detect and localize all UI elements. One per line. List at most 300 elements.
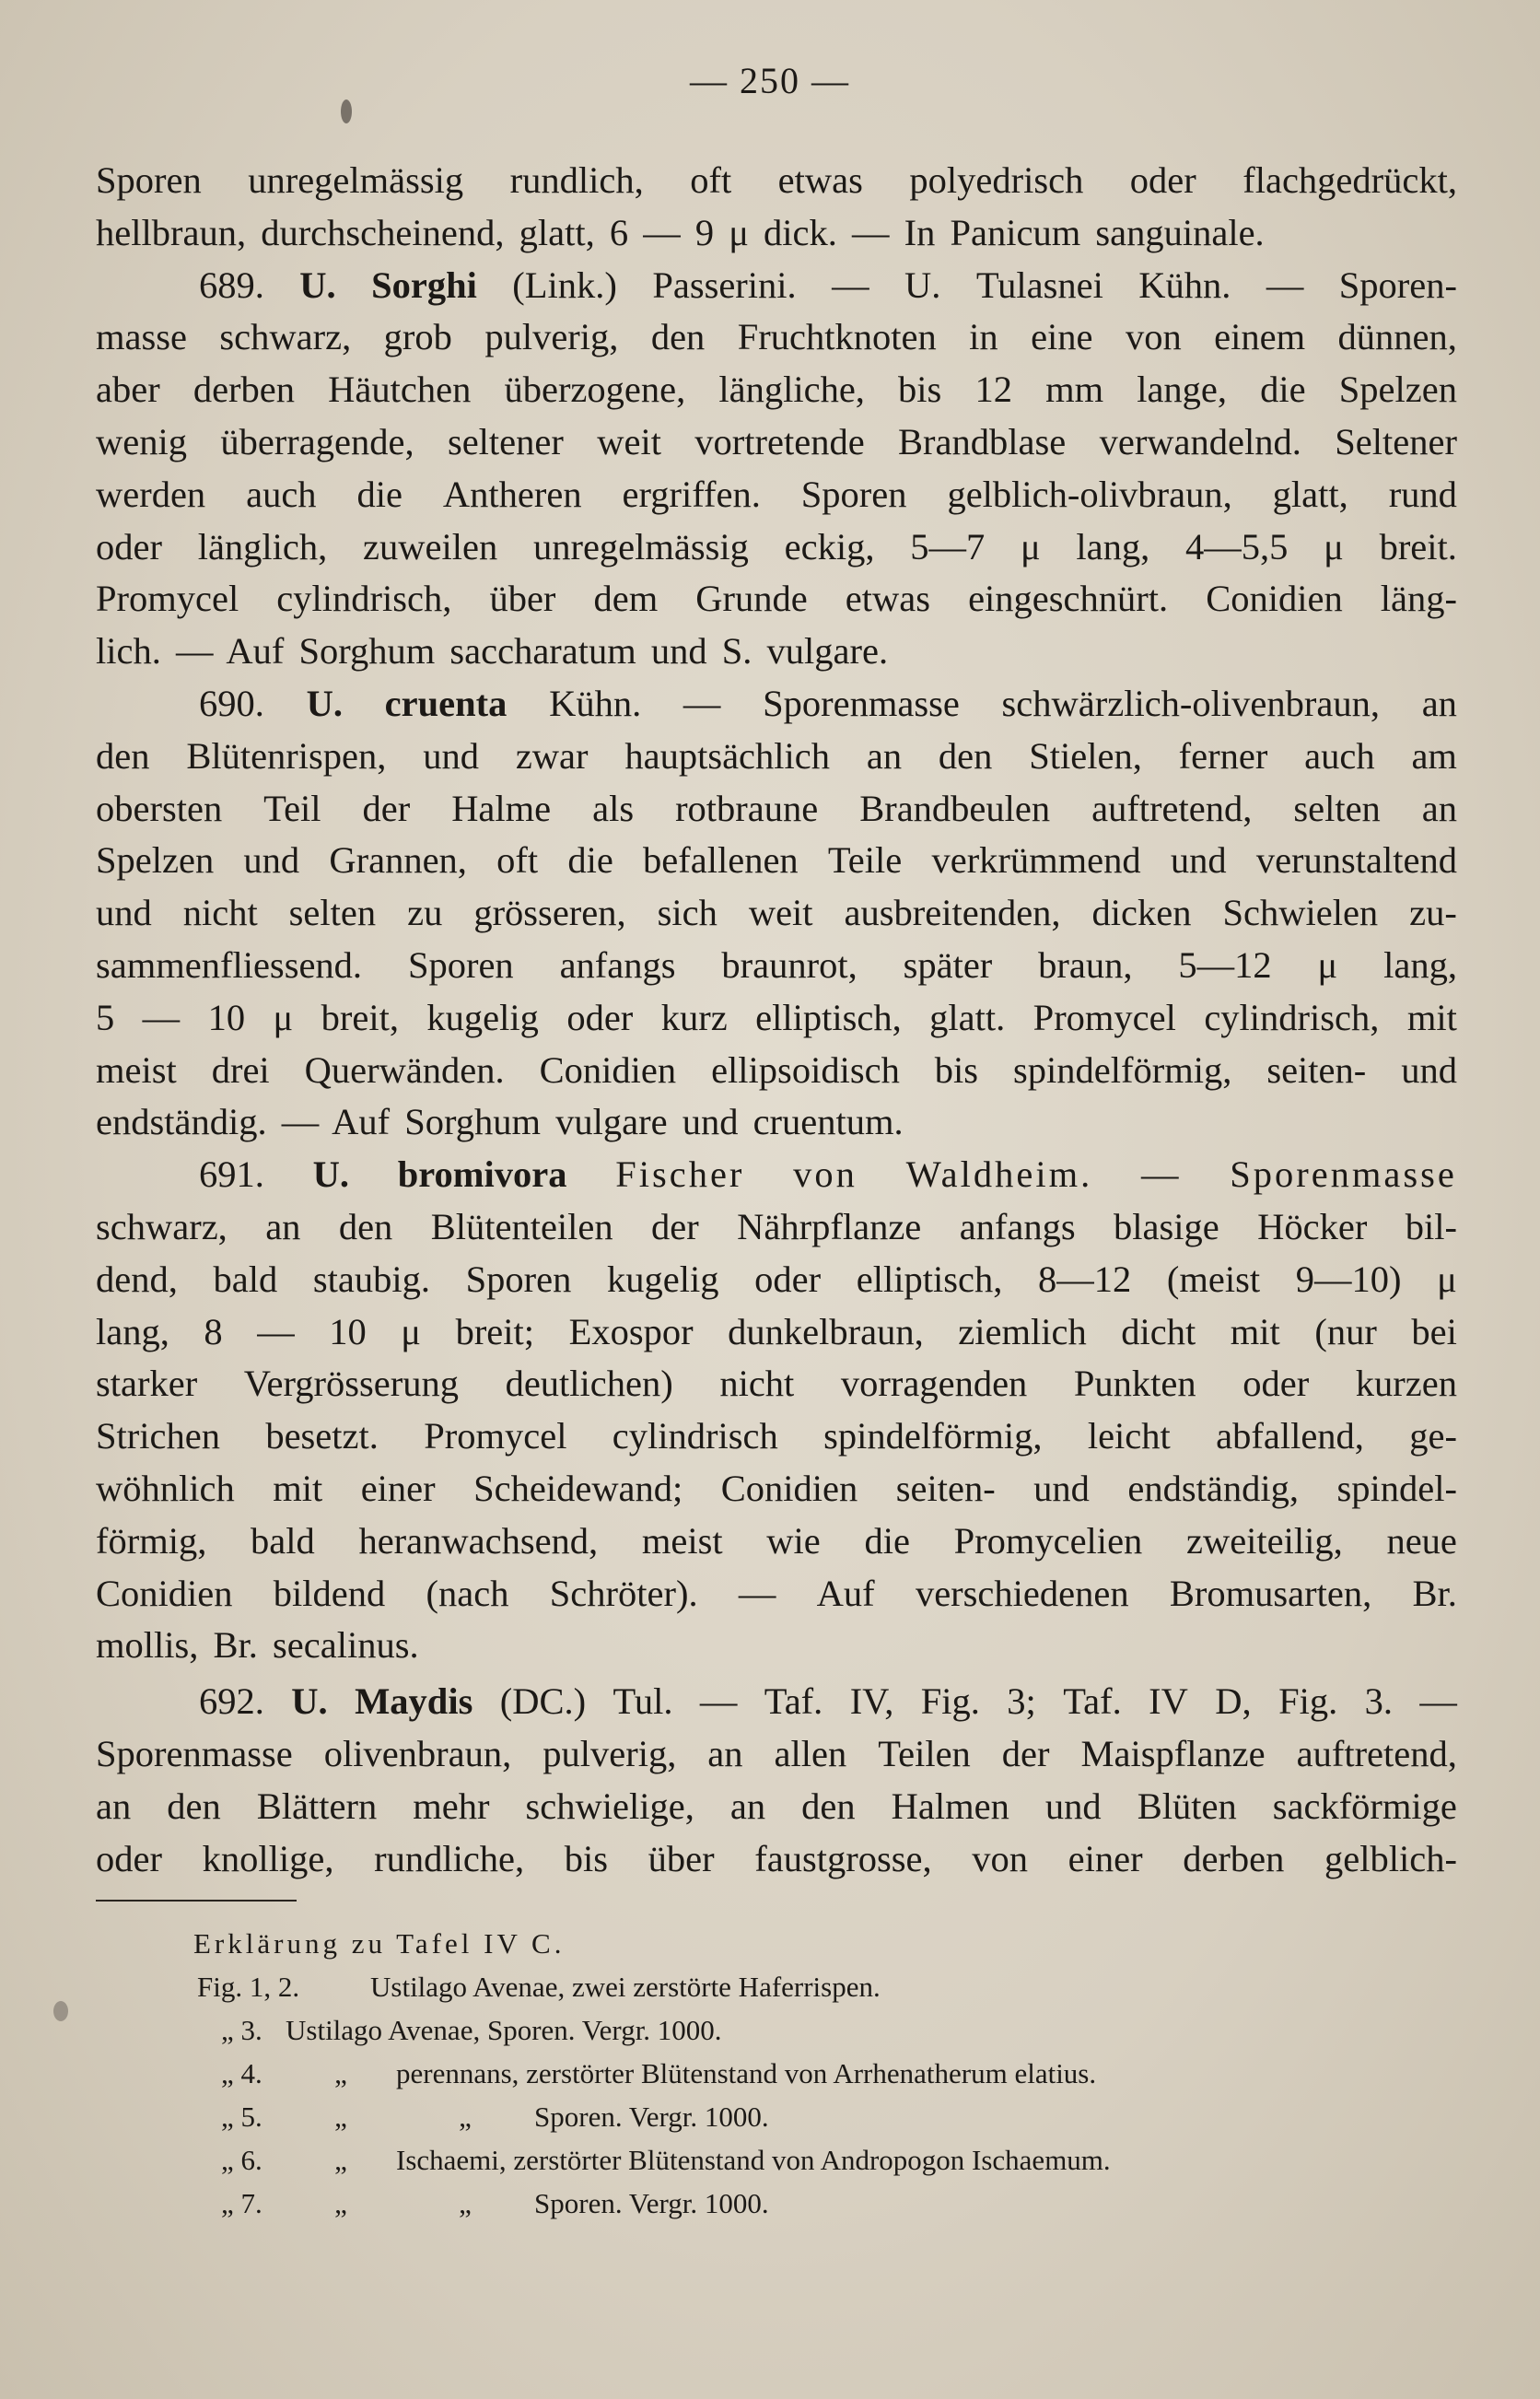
entry-heading-line [96,1149,1457,1201]
word: werden [96,473,206,515]
word: besetzt. [265,1415,379,1457]
word: pulverig, [542,1732,677,1774]
genus-abbrev: U. [291,1680,328,1723]
word: μ [1020,525,1041,568]
word: Auf [816,1572,875,1614]
word: lang, [96,1310,169,1352]
word: flachgedrückt, [1242,159,1457,201]
word: oder [96,525,162,568]
text-line [96,835,1457,887]
word: dünnen, [1337,316,1457,358]
word: etwas [845,578,931,620]
word: als [592,787,635,829]
word: Stielen, [1029,734,1142,777]
word: verwandelnd. [1099,420,1301,462]
word: am [1411,734,1457,777]
word: grob [383,316,452,358]
word: anfangs [959,1205,1076,1247]
word: der [1001,1732,1050,1774]
word: Kühn. [549,682,642,724]
word: die [356,473,402,515]
word: Querwänden. [304,1048,505,1091]
word: Grunde [695,578,808,620]
entry-heading-line [96,260,1457,312]
word: und [423,734,479,777]
word: elliptisch, [755,996,902,1038]
word: wöhnlich [96,1467,235,1509]
word: an [729,1785,766,1827]
text-line [96,731,1457,783]
word: braunrot, [721,943,858,986]
word: oft [690,159,732,201]
text-line [96,887,1457,940]
word: an [866,734,903,777]
word: 3; [1007,1680,1036,1723]
species-name: bromivora [397,1153,567,1196]
word: — [699,1680,738,1723]
word: längliche, [718,369,865,411]
word: mit [1406,996,1457,1038]
word: Vergrösserung [243,1363,459,1405]
word: spindel- [1336,1467,1457,1509]
word: rotbraune [675,787,819,829]
text-line [96,521,1457,574]
word: schwarz, [219,316,352,358]
word: kugelig [426,996,539,1038]
word: 10 [207,996,246,1038]
word: den [96,734,150,777]
word: Blüten [1137,1785,1237,1827]
word: Conidien [539,1048,677,1091]
word: und [1401,1048,1457,1091]
word: über [489,578,556,620]
text-line [96,992,1457,1045]
word: oder [96,1837,162,1879]
word: heranwachsend, [358,1519,599,1562]
word: den [650,316,706,358]
word: Schwielen [1222,892,1379,934]
word: glatt, [1272,473,1348,515]
word: schwärzlich-olivenbraun, [1001,682,1380,724]
word: Promycel [96,578,239,620]
word: Spelzen [1338,369,1457,411]
word: Fig. [1278,1680,1338,1723]
word: braun, [1038,943,1133,986]
word: Scheidewand; [473,1467,683,1509]
word: bei [1411,1310,1457,1352]
word: oder [754,1258,822,1300]
word: allen [774,1732,847,1774]
word: bis [898,369,942,411]
word: bis [934,1048,979,1091]
word: oder [1129,159,1196,201]
word: gelblich- [1324,1837,1457,1879]
text-line [96,416,1457,469]
word: D, [1215,1680,1252,1723]
word: Maispflanze [1080,1732,1266,1774]
word: kurzen [1355,1363,1457,1405]
word: Grannen, [329,839,467,882]
word: meist [641,1519,723,1562]
word: abfallend, [1216,1415,1364,1457]
species-name: cruenta [384,682,508,724]
word: — [1140,1153,1182,1196]
text-line: hellbraun, durchscheinend, glatt, 6 — 9 μ dick. — In Panicum sanguinale. [96,211,1265,253]
word: an [96,1785,132,1827]
word: eckig, [784,525,875,568]
plate-legend-row: „ 3. Ustilago Avenae, Sporen. Vergr. 1000. [221,2014,722,2046]
word: endständig, [1127,1467,1299,1509]
word: auftretend, [1091,787,1253,829]
word: Blütenteilen [430,1205,613,1247]
word: Promycel [1032,996,1176,1038]
word: pulverig, [484,316,619,358]
word: lang, [1383,943,1457,986]
word: meist [96,1048,177,1091]
word: 5—7 [910,525,986,568]
word: der [362,787,411,829]
word: länglich, [197,525,328,568]
word: 10 [329,1310,367,1352]
word: spindelförmig, [823,1415,1043,1457]
entry-number: 689. [199,263,264,306]
word: lang, [1076,525,1150,568]
word: Halmen [891,1785,1009,1827]
word: faustgrosse, [754,1837,932,1879]
species-name: Sorghi [371,263,477,306]
word: Strichen [96,1415,220,1457]
text-line [96,1045,1457,1097]
word: 5 [96,996,115,1038]
genus-abbrev: U. [312,1153,349,1196]
word: bald [251,1519,315,1562]
word: cylindrisch [612,1415,778,1457]
word: seiten- [1266,1048,1367,1091]
word: vortretende [694,420,865,462]
word: Höcker [1257,1205,1368,1247]
word: vorragenden [840,1363,1028,1405]
word: sackförmige [1272,1785,1457,1827]
text-line: endständig. — Auf Sorghum vulgare und cruentum. [96,1101,904,1143]
word: überragende, [220,420,414,462]
word: Kühn. [1138,263,1231,306]
text-line [96,1728,1457,1781]
word: Tulasnei [975,263,1103,306]
text-line [96,1515,1457,1568]
word: starker [96,1363,198,1405]
word: Sporenmasse [96,1732,293,1774]
word: Passerini. [652,263,797,306]
word: — [832,263,869,306]
word: zu- [1409,892,1457,934]
word: mit [273,1467,323,1509]
word: dicht [1121,1310,1196,1352]
word: wie [766,1519,821,1562]
word: der [651,1205,699,1247]
word: oder [566,996,634,1038]
word: oft [496,839,539,882]
word: Nährpflanze [737,1205,922,1247]
word: einer [1068,1837,1143,1879]
word: weit [597,420,661,462]
word: in [969,316,998,358]
word: verschiedenen [915,1572,1129,1614]
word: μ [1324,525,1344,568]
word: Häutchen [328,369,472,411]
word: Exospor [568,1310,694,1352]
word: Blütenrispen, [186,734,387,777]
word: ausbreitenden, [844,892,1061,934]
word: von [793,1153,858,1196]
word: 5—12 [1178,943,1272,986]
word: 8 [204,1310,223,1352]
word: Sporen [96,159,202,201]
word: selten [1293,787,1381,829]
word: gelblich-olivbraun, [947,473,1232,515]
entry-number: 690. [199,682,264,724]
word: 8—12 [1038,1258,1132,1300]
word: 4—5,5 [1185,525,1289,568]
word: an [1421,787,1457,829]
word: Br. [1412,1572,1457,1614]
word: lange, [1137,369,1228,411]
text-line [96,1833,1457,1886]
plate-legend [193,1922,1464,2225]
word: Blättern [256,1785,378,1827]
word: an [1421,682,1457,724]
genus-abbrev: U. [299,263,336,306]
text-line [96,940,1457,992]
word: an [707,1732,743,1774]
text-line [96,1410,1457,1463]
word: μ [1317,943,1338,986]
word: ellipsoidisch [711,1048,900,1091]
word: — [738,1572,776,1614]
word: zwar [515,734,589,777]
word: (Link.) [512,263,617,306]
word: Fig. [920,1680,980,1723]
word: — [1419,1680,1457,1723]
word: Sporenmasse [1230,1153,1457,1196]
word: den [167,1785,221,1827]
word: mm [1045,369,1104,411]
word: — [142,996,181,1038]
word: elliptisch, [856,1258,1003,1300]
word: μ [1437,1258,1457,1300]
word: U. [904,263,941,306]
word: die [864,1519,910,1562]
word: seiten- [895,1467,996,1509]
word: dicken [1091,892,1192,934]
word: kugelig [607,1258,719,1300]
word: Fruchtknoten [737,316,937,358]
word: ferner [1178,734,1268,777]
word: den [801,1785,856,1827]
word: Punkten [1073,1363,1196,1405]
word: verunstaltend [1255,839,1457,882]
entry-heading-line [96,1676,1457,1728]
word: einem [1214,316,1306,358]
word: 3. [1364,1680,1393,1723]
word: Schröter). [549,1572,698,1614]
word: Taf. [764,1680,823,1723]
word: dend, [96,1258,178,1300]
word: Sporen [465,1258,572,1300]
word: deutlichen) [505,1363,673,1405]
word: zweiteilig, [1185,1519,1343,1562]
word: spindelförmig, [1013,1048,1232,1091]
text-line [96,1201,1457,1254]
text-line [96,155,1457,207]
word: auch [246,473,317,515]
word: Waldheim. [905,1153,1093,1196]
word: und [1033,1467,1090,1509]
entry-heading-line [96,678,1457,731]
word: und [96,892,152,934]
word: von [1125,316,1182,358]
word: auch [1304,734,1375,777]
word: 12 [974,369,1012,411]
word: von [972,1837,1028,1879]
word: zuweilen [363,525,498,568]
text-line [96,573,1457,626]
text-line [96,783,1457,836]
word: IV, [849,1680,894,1723]
word: Fischer [615,1153,745,1196]
word: Brandblase [898,420,1067,462]
word: Conidien [1206,578,1343,620]
word: und [1044,1785,1102,1827]
word: verkrümmend [931,839,1141,882]
word: obersten [96,787,223,829]
word: Sporen [800,473,907,515]
word: sich [657,892,718,934]
word: ergriffen. [622,473,761,515]
word: Taf. [1063,1680,1122,1723]
word: den [338,1205,393,1247]
word: Sporen [407,943,514,986]
text-line: mollis, Br. secalinus. [96,1624,419,1667]
word: masse [96,316,187,358]
word: oder [1242,1363,1310,1405]
word: ziemlich [958,1310,1087,1352]
word: knollige, [202,1837,334,1879]
word: Spelzen [96,839,215,882]
word: rund [1388,473,1457,515]
word: Antheren [442,473,582,515]
ink-spot [53,2001,68,2021]
word: wenig [96,420,187,462]
word: bil- [1405,1205,1457,1247]
word: und [243,839,300,882]
word: Teilen [878,1732,971,1774]
plate-legend-row: „ 4. „ perennans, zerstörter Blütenstand von Arrhenatherum elatius. [221,2057,1097,2089]
word: breit. [1379,525,1457,568]
word: IV [1149,1680,1188,1723]
word: die [567,839,613,882]
word: (meist [1166,1258,1261,1300]
text-line [96,1781,1457,1833]
word: grösseren, [473,892,626,934]
plate-legend-row: Fig. 1, 2. Ustilago Avenae, zwei zerstörte Haferrispen. [197,1971,881,2003]
text-line [96,311,1457,364]
text-line: lich. — Auf Sorghum saccharatum und S. vulgare. [96,630,889,673]
word: breit; [455,1310,535,1352]
word: aber [96,369,160,411]
word: unregelmässig [248,159,464,201]
word: (nur [1314,1310,1377,1352]
word: rundliche, [374,1837,525,1879]
word: Conidien [720,1467,858,1509]
word: hauptsächlich [624,734,831,777]
word: blasige [1114,1205,1219,1247]
word: rundlich, [509,159,644,201]
word: einer [360,1467,436,1509]
word: bald [213,1258,278,1300]
word: auftretend, [1296,1732,1457,1774]
word: seltener [447,420,564,462]
page-number: — 250 — [690,60,850,101]
word: bis [564,1837,609,1879]
word: dem [593,578,659,620]
word: derben [1183,1837,1285,1879]
word: unregelmässig [532,525,749,568]
plate-legend-title: Erklärung zu Tafel IV C. [193,1927,566,1960]
word: olivenbraun, [323,1732,512,1774]
ink-spot [341,99,352,123]
word: dunkelbraun, [728,1310,924,1352]
text-line [96,364,1457,416]
word: sammenfliessend. [96,943,363,986]
word: Tul. [612,1680,673,1723]
word: kurz [660,996,728,1038]
word: Promycelien [953,1519,1143,1562]
word: derben [192,369,296,411]
word: (DC.) [499,1680,587,1723]
word: staubig. [312,1258,430,1300]
word: breit, [321,996,399,1038]
word: an [265,1205,301,1247]
word: eine [1031,316,1093,358]
entry-number: 691. [199,1153,264,1196]
text-line [96,1568,1457,1621]
word: neue [1386,1519,1457,1562]
word: nicht [719,1363,795,1405]
word: nicht [182,892,258,934]
word: eingeschnürt. [968,578,1169,620]
word: leicht [1087,1415,1171,1457]
plate-legend-row: „ 5. „ „ Sporen. Vergr. 1000. [221,2101,769,2133]
footnote-divider [96,1900,297,1902]
word: und [1170,839,1227,882]
word: weit [748,892,813,934]
word: mit [1230,1310,1280,1352]
word: drei [211,1048,270,1091]
word: schwielige, [525,1785,694,1827]
word: polyedrisch [909,159,1084,201]
word: später [903,943,993,986]
word: schwarz, [96,1205,228,1247]
word: läng- [1380,578,1457,620]
text-line [96,1463,1457,1515]
word: bildend [273,1572,386,1614]
word: ge- [1409,1415,1457,1457]
word: Halme [451,787,552,829]
text-line [96,1306,1457,1359]
word: überzogene, [504,369,686,411]
word: Teil [263,787,321,829]
plate-legend-row: „ 6. „ Ischaemi, zerstörter Blütenstand von Andropogon Ischaemum. [221,2144,1111,2176]
